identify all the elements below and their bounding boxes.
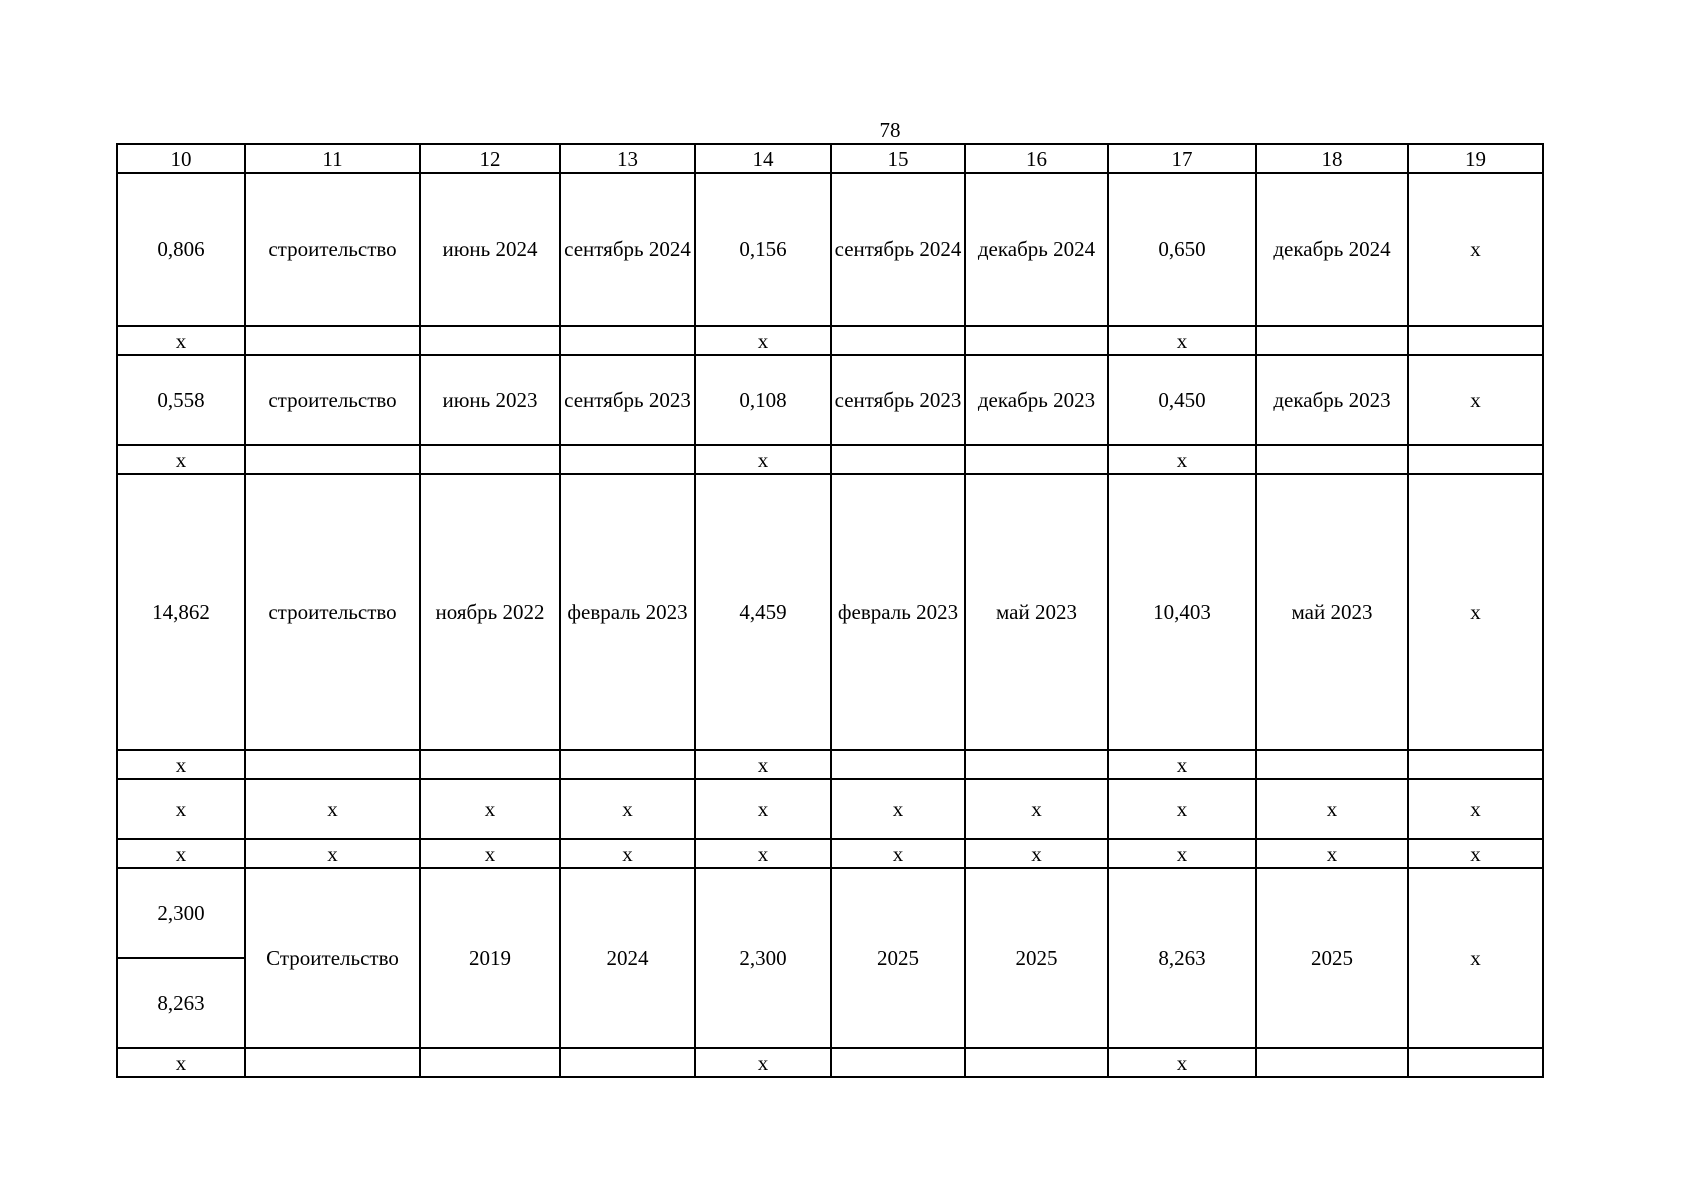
table-cell [1256, 445, 1408, 474]
table-cell: x [117, 445, 245, 474]
table-cell [965, 326, 1108, 355]
table-cell: февраль 2023 [560, 474, 695, 750]
header-cell: 12 [420, 144, 560, 173]
table-cell: x [695, 779, 831, 839]
table-cell: x [1108, 1048, 1256, 1077]
table-cell: x [695, 1048, 831, 1077]
table-row [117, 839, 1543, 868]
header-cell: 13 [560, 144, 695, 173]
table-cell [1256, 326, 1408, 355]
page-number: 78 [879, 118, 901, 142]
table-cell: 8,263 [1108, 868, 1256, 1048]
table-cell: май 2023 [965, 474, 1108, 750]
table-cell: 0,108 [695, 355, 831, 445]
table-cell: 2,300 [695, 868, 831, 1048]
table-cell: 2025 [1256, 868, 1408, 1048]
table-row [117, 779, 1543, 839]
table-cell [245, 326, 420, 355]
table-cell [560, 1048, 695, 1077]
table-cell: x [1408, 839, 1543, 868]
table-cell: декабрь 2024 [965, 173, 1108, 326]
table-cell: x [695, 750, 831, 779]
table-cell: 2,300 [117, 868, 245, 958]
table-cell: x [831, 839, 965, 868]
table-cell: 2019 [420, 868, 560, 1048]
table-row [117, 750, 1543, 779]
table-cell: февраль 2023 [831, 474, 965, 750]
table-cell: x [1408, 474, 1543, 750]
table-row [117, 355, 1543, 445]
table-cell: строительство [245, 173, 420, 326]
table-row [117, 173, 1543, 326]
table-cell [965, 750, 1108, 779]
table-cell: 14,862 [117, 474, 245, 750]
table-cell: x [965, 839, 1108, 868]
table-cell: сентябрь 2024 [560, 173, 695, 326]
table-cell [831, 750, 965, 779]
table-cell: x [831, 779, 965, 839]
data-table [116, 143, 1544, 1078]
header-row [117, 144, 1543, 173]
table-cell [560, 445, 695, 474]
table-cell [245, 750, 420, 779]
table-cell [1408, 445, 1543, 474]
header-cell: 17 [1108, 144, 1256, 173]
table-cell: x [117, 1048, 245, 1077]
table-cell [420, 445, 560, 474]
table-cell: 0,650 [1108, 173, 1256, 326]
table-row [117, 868, 1543, 958]
table-cell: x [420, 839, 560, 868]
table-cell: x [695, 445, 831, 474]
table-cell [420, 750, 560, 779]
table-cell: x [1408, 173, 1543, 326]
table-cell: 0,156 [695, 173, 831, 326]
table-cell: декабрь 2024 [1256, 173, 1408, 326]
table-row [117, 1048, 1543, 1077]
table-cell [245, 445, 420, 474]
table-cell [560, 326, 695, 355]
table-cell [1408, 326, 1543, 355]
table-cell: 4,459 [695, 474, 831, 750]
table-cell: 0,806 [117, 173, 245, 326]
table-cell: x [1108, 779, 1256, 839]
table-cell: июнь 2023 [420, 355, 560, 445]
table-cell: x [965, 779, 1108, 839]
table-cell [1408, 750, 1543, 779]
table-cell [560, 750, 695, 779]
table-cell: 8,263 [117, 958, 245, 1048]
table-row [117, 474, 1543, 750]
table-cell: 2024 [560, 868, 695, 1048]
table-cell [831, 445, 965, 474]
header-cell: 11 [245, 144, 420, 173]
table-cell [1408, 1048, 1543, 1077]
table-cell: x [560, 779, 695, 839]
table-cell: x [695, 839, 831, 868]
table-cell: июнь 2024 [420, 173, 560, 326]
table-cell: x [1408, 355, 1543, 445]
table-cell: x [420, 779, 560, 839]
table-cell [965, 1048, 1108, 1077]
header-cell: 15 [831, 144, 965, 173]
table-cell: x [1408, 779, 1543, 839]
table-cell: x [1256, 779, 1408, 839]
table-cell: x [1108, 750, 1256, 779]
table-cell: x [1108, 839, 1256, 868]
table-cell [965, 445, 1108, 474]
table-cell: x [117, 779, 245, 839]
table-cell: x [117, 750, 245, 779]
table-cell [831, 1048, 965, 1077]
table-cell [831, 326, 965, 355]
table-cell: сентябрь 2023 [560, 355, 695, 445]
table-cell [245, 1048, 420, 1077]
table-cell: x [245, 839, 420, 868]
table-cell: ноябрь 2022 [420, 474, 560, 750]
table-cell: 0,450 [1108, 355, 1256, 445]
table-cell: строительство [245, 474, 420, 750]
table-cell: Строительство [245, 868, 420, 1048]
table-cell: строительство [245, 355, 420, 445]
table-cell: x [1108, 445, 1256, 474]
table-cell: x [1408, 868, 1543, 1048]
table-cell: x [695, 326, 831, 355]
table-cell: x [1108, 326, 1256, 355]
table-cell [420, 326, 560, 355]
table-cell: 10,403 [1108, 474, 1256, 750]
table-cell: 0,558 [117, 355, 245, 445]
header-cell: 10 [117, 144, 245, 173]
table-cell: 2025 [831, 868, 965, 1048]
table-cell: x [245, 779, 420, 839]
header-cell: 18 [1256, 144, 1408, 173]
table-cell: декабрь 2023 [1256, 355, 1408, 445]
table-cell [420, 1048, 560, 1077]
table-cell [1256, 1048, 1408, 1077]
table-cell: май 2023 [1256, 474, 1408, 750]
table-cell: сентябрь 2023 [831, 355, 965, 445]
table-cell: декабрь 2023 [965, 355, 1108, 445]
table-cell [1256, 750, 1408, 779]
table-cell: x [560, 839, 695, 868]
table-cell: x [117, 326, 245, 355]
header-cell: 19 [1408, 144, 1543, 173]
table-cell: сентябрь 2024 [831, 173, 965, 326]
header-cell: 16 [965, 144, 1108, 173]
table-cell: 2025 [965, 868, 1108, 1048]
table-cell: x [1256, 839, 1408, 868]
table-cell: x [117, 839, 245, 868]
table-row [117, 445, 1543, 474]
header-cell: 14 [695, 144, 831, 173]
table-row [117, 326, 1543, 355]
